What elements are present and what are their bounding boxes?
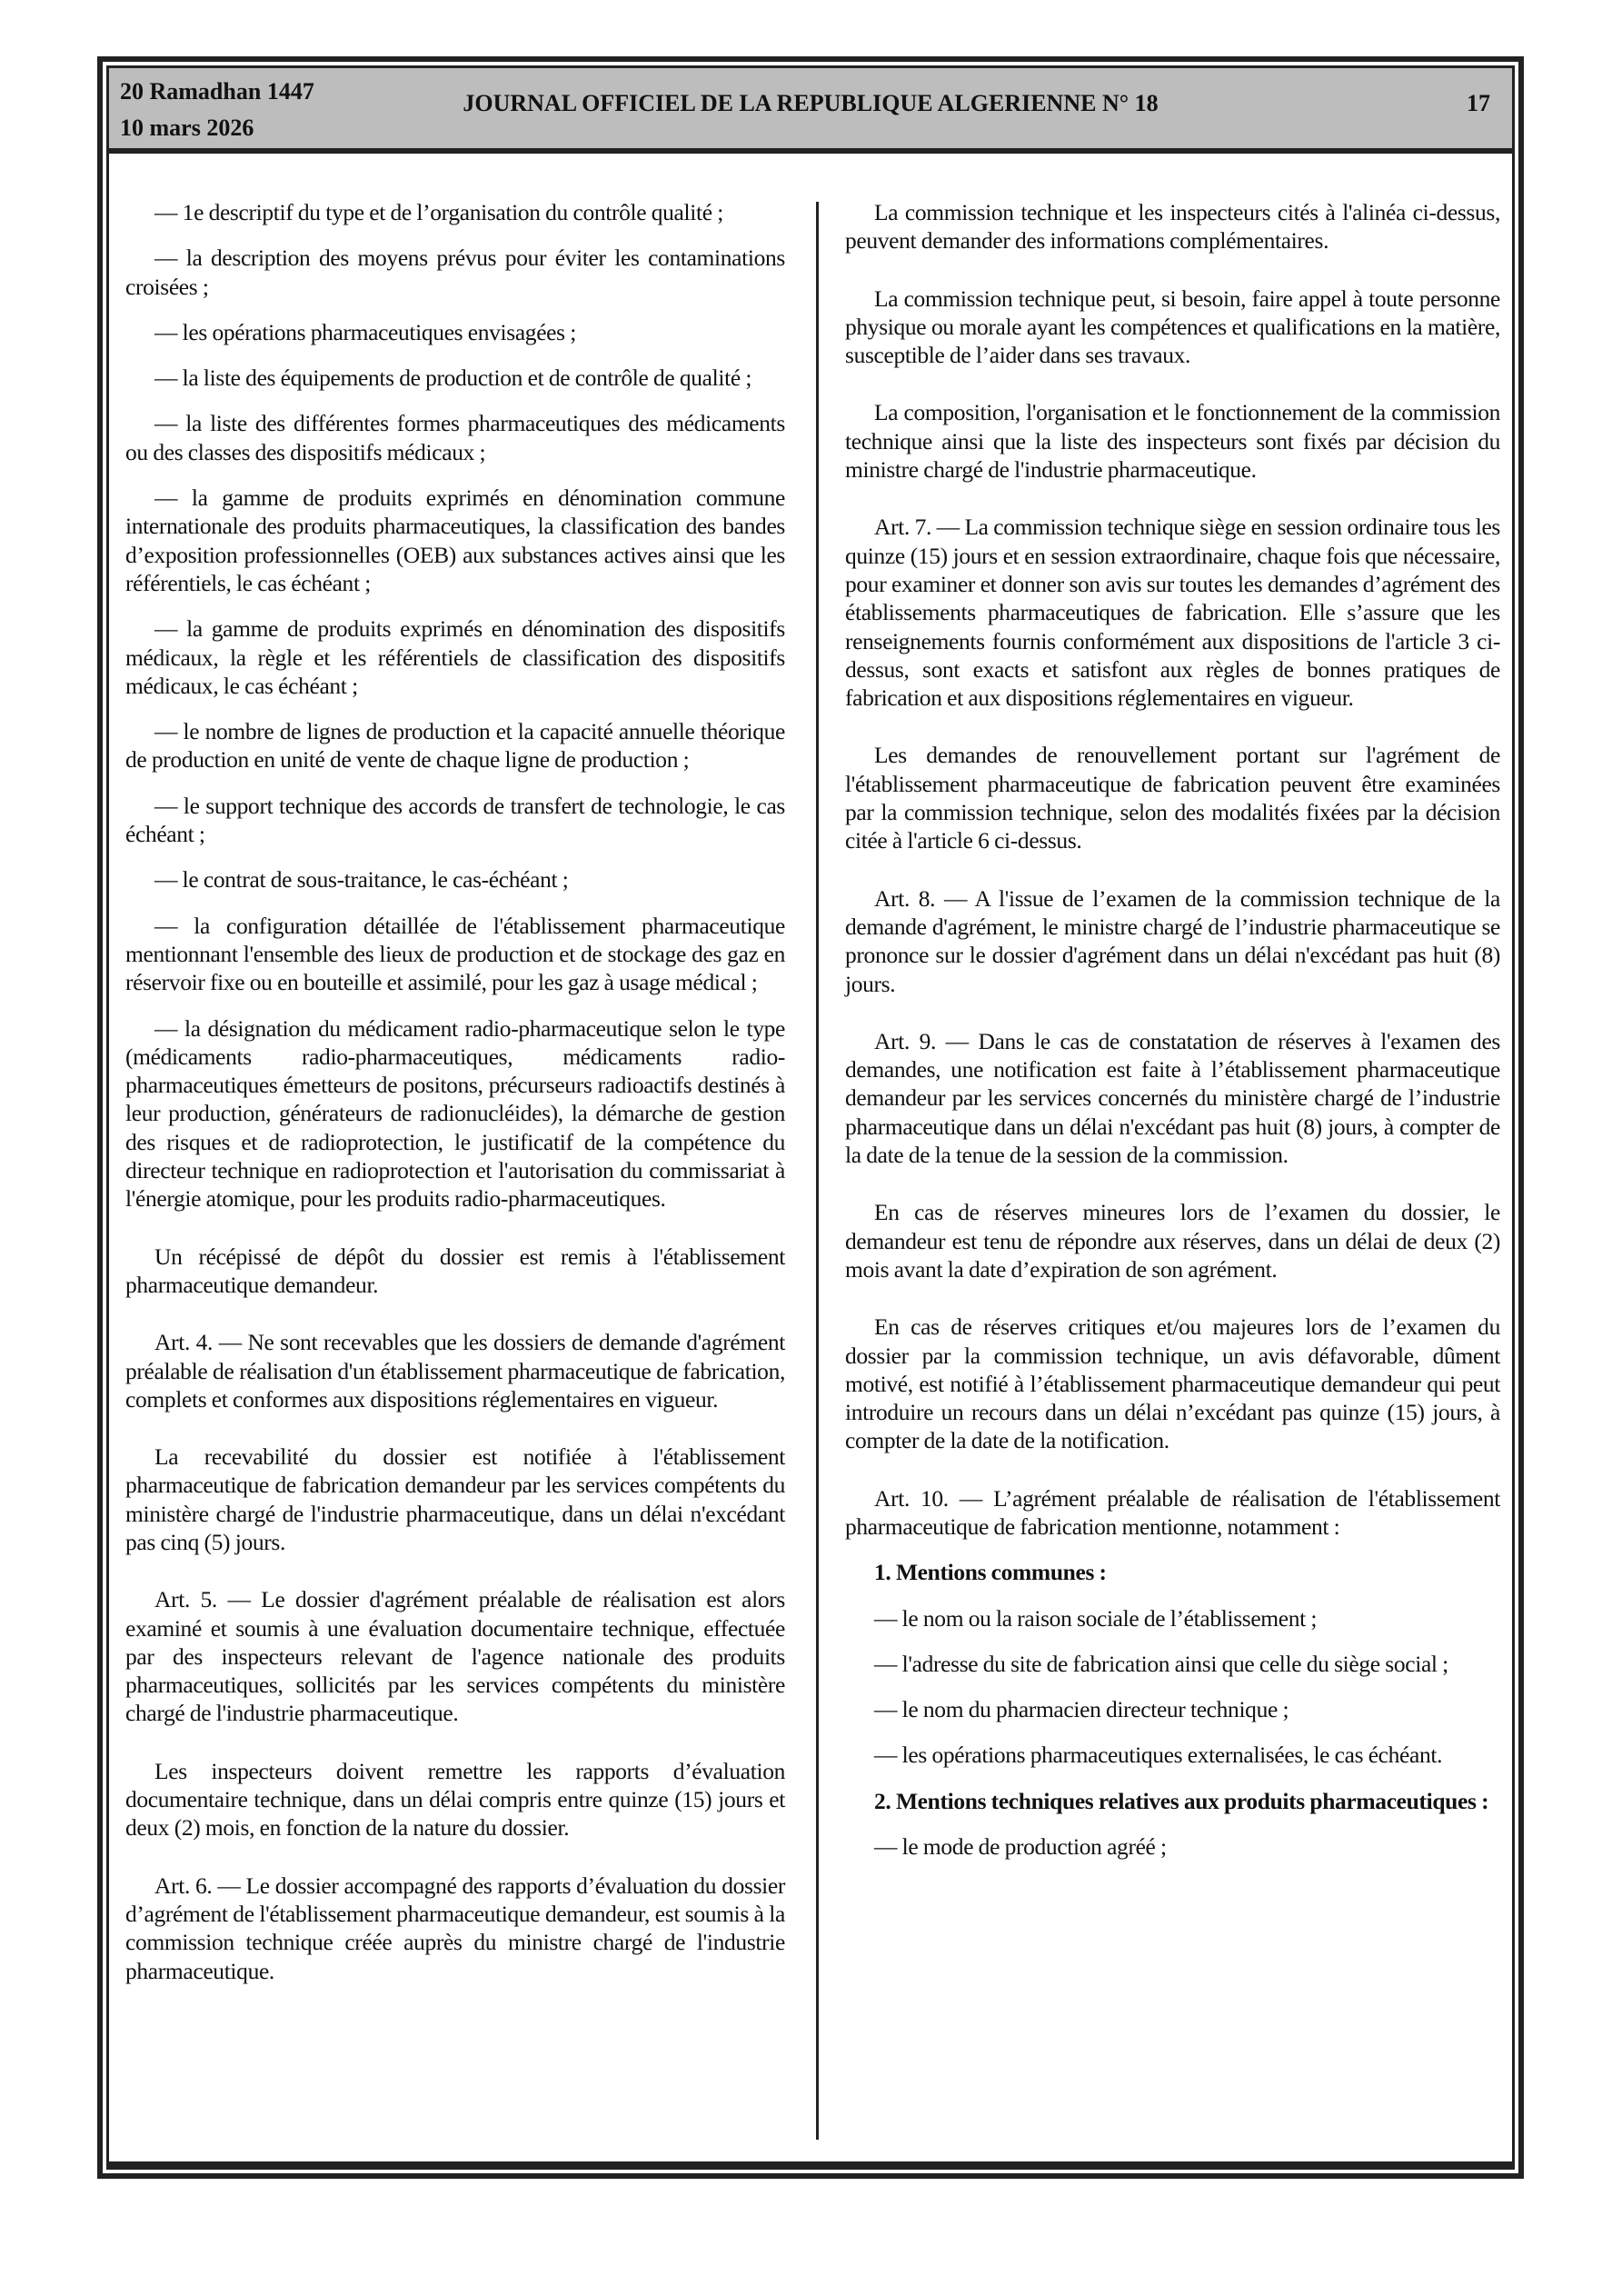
gregorian-date: 10 mars 2026 [120, 115, 254, 141]
left-column [125, 198, 785, 2014]
list-item: — la gamme de produits exprimés en dénomination commune internationale des produits pharmaceutiques, la classification des bandes d’exposition professionnelles (OEB) aux substances actives ainsi que les référentiels, le cas échéant ; [125, 484, 785, 596]
paragraph: Art. 8. — A l'issue de l’examen de la commission technique de la demande d'agrément, le ministre chargé de l’industrie pharmaceutique se prononce sur le dossier d'agrément dans un délai n'excédant pas huit (8) jours. [845, 884, 1500, 997]
list-item: — 1e descriptif du type et de l’organisation du contrôle qualité ; [154, 199, 723, 225]
right-column [845, 198, 1500, 1878]
paragraph: Les demandes de renouvellement portant sur l'agrément de l'établissement pharmaceutique de fabrication peuvent être examinées par la commission technique, selon des modalités fixées par la décision citée à l'article 6 ci-dessus. [845, 742, 1500, 854]
list-item: — la description des moyens prévus pour éviter les contaminations croisées ; [125, 245, 785, 300]
paragraph: Art. 9. — Dans le cas de constatation de réserves à l'examen des demandes, une notification est faite à l’établissement pharmaceutique demandeur par les services concernés du ministère chargé de l’industrie pharmaceutique dans un délai n'excédant pas huit (8) jours, à compter de la date de la tenue de la session de la commission. [845, 1027, 1500, 1169]
paragraph: En cas de réserves critiques et/ou majeures lors de l’examen du dossier par la commission technique, un avis défavorable, dûment motivé, est notifié à l’établissement pharmaceutique demandeur qui peut introduire un recours dans un délai n’excédant pas quinze (15) jours, à compter de la date de la notification. [845, 1313, 1500, 1454]
paragraph: Un récépissé de dépôt du dossier est remis à l'établissement pharmaceutique demandeur. [125, 1243, 785, 1298]
list-item: — la liste des différentes formes pharmaceutiques des médicaments ou des classes des dispositifs médicaux ; [125, 410, 785, 465]
paragraph: La composition, l'organisation et le fonctionnement de la commission technique ainsi que la liste des inspecteurs sont fixés par décision du ministre chargé de l'industrie pharmaceutique. [845, 399, 1500, 484]
list-item: — le support technique des accords de transfert de technologie, le cas échéant ; [125, 792, 785, 848]
list-item: — les opérations pharmaceutiques envisagées ; [154, 318, 576, 345]
list-item: — le nom ou la raison sociale de l’établissement ; [874, 1604, 1318, 1632]
list-item: Art. 10. — L’agrément préalable de réalisation de l'établissement pharmaceutique de fabrication mentionne, notamment : [845, 1484, 1500, 1540]
paragraph: En cas de réserves mineures lors de l’examen du dossier, le demandeur est tenu de répondre aux réserves, dans un délai de deux (2) mois avant la date d’expiration de son agrément. [845, 1199, 1500, 1283]
paragraph: La commission technique et les inspecteurs cités à l'alinéa ci-dessus, peuvent demander des informations complémentaires. [845, 199, 1500, 255]
list-item: — le contrat de sous-traitance, le cas-échéant ; [154, 866, 569, 893]
paragraph: Les inspecteurs doivent remettre les rapports d’évaluation documentaire technique, dans un délai compris entre quinze (15) jours et deux (2) mois, en fonction de la nature du dossier. [125, 1757, 785, 1842]
list-item: — la configuration détaillée de l'établissement pharmaceutique mentionnant l'ensemble des lieux de production et de stockage des gaz en réservoir fixe ou en bouteille et assimilé, pour les gaz à usage médical ; [125, 912, 785, 996]
paragraph: La commission technique peut, si besoin, faire appel à toute personne physique ou morale ayant les compétences et qualifications en la matière, susceptible de l’aider dans ses travaux. [845, 285, 1500, 369]
frame-bottom-rule [109, 2161, 1512, 2167]
list-item: — la liste des équipements de production et de contrôle de qualité ; [154, 364, 752, 392]
column-divider [816, 202, 819, 2140]
hijri-date: 20 Ramadhan 1447 [120, 78, 314, 105]
paragraph: Art. 5. — Le dossier d'agrément préalable de réalisation est alors examiné et soumis à une évaluation documentaire technique, effectuée par des inspecteurs relevant de l'agence nationale des produits pharmaceutiques, sollicités par les services compétents du ministère chargé de l'industrie pharmaceutique. [125, 1586, 785, 1727]
section-heading: 1. Mentions communes : [874, 1559, 1107, 1586]
paragraph: Art. 7. — La commission technique siège en session ordinaire tous les quinze (15) jours et en session extraordinaire, chaque fois que nécessaire, pour examiner et donner son avis sur toutes les demandes d’agrément des établissements pharmaceutiques de fabrication. Elle s’assure que les renseignements fournis conformément aux dispositions de l'article 3 ci-dessus, sont exacts et satisfont aux règles de bonnes pratiques de fabrication et aux dispositions réglementaires en vigueur. [845, 514, 1500, 712]
list-item: — le nom du pharmacien directeur technique ; [874, 1696, 1289, 1723]
paragraph: La recevabilité du dossier est notifiée à l'établissement pharmaceutique de fabrication demandeur par les services compétents du ministère chargé de l'industrie pharmaceutique, dans un délai n'excédant pas cinq (5) jours. [125, 1443, 785, 1555]
list-item: — le mode de production agréé ; [874, 1833, 1167, 1861]
page-number: 17 [1467, 90, 1490, 116]
journal-header [109, 68, 1512, 154]
paragraph: — la désignation du médicament radio-pharmaceutique selon le type (médicaments radio-pharmaceutiques, médicaments radio-pharmaceutiques émetteurs de positons, précurseurs radioactifs destinés à leur production, générateurs de radionucléides), la démarche de gestion des risques et de radioprotection, le justificatif de la compétence du directeur technique en radioprotection et l'autorisation du commissariat à l'énergie atomique, pour les produits radio-pharmaceutiques. [125, 1014, 785, 1213]
section-heading: 2. Mentions techniques relatives aux produits pharmaceutiques : [874, 1787, 1489, 1814]
paragraph: Art. 6. — Le dossier accompagné des rapports d’évaluation du dossier d’agrément de l'établissement pharmaceutique demandeur, est soumis à la commission technique créée auprès du ministre chargé de l'industrie pharmaceutique. [125, 1872, 785, 1984]
list-item: — l'adresse du site de fabrication ainsi que celle du siège social ; [874, 1650, 1448, 1677]
list-item: — la gamme de produits exprimés en dénomination des dispositifs médicaux, la règle et les référentiels de classification des dispositifs médicaux, le cas échéant ; [125, 615, 785, 699]
journal-title: JOURNAL OFFICIEL DE LA REPUBLIQUE ALGERIENNE N° 18 [463, 90, 1159, 116]
list-item: — le nombre de lignes de production et la capacité annuelle théorique de production en unité de vente de chaque ligne de production ; [125, 718, 785, 774]
paragraph: Art. 4. — Ne sont recevables que les dossiers de demande d'agrément préalable de réalisation d'un établissement pharmaceutique de fabrication, complets et conformes aux dispositions réglementaires en vigueur. [125, 1329, 785, 1413]
list-item: — les opérations pharmaceutiques externalisées, le cas échéant. [874, 1742, 1443, 1769]
